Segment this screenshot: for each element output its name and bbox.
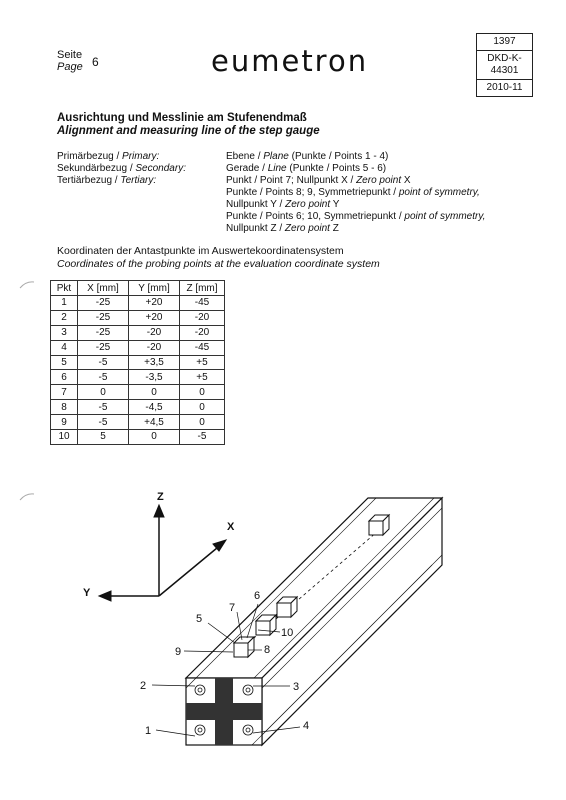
- y-axis-label: Y: [83, 587, 91, 599]
- table-cell: -20: [129, 340, 180, 355]
- cube: [369, 515, 389, 535]
- cert-number: 1397: [477, 34, 532, 51]
- table-cell: -25: [78, 340, 129, 355]
- point-label-4: 4: [303, 720, 310, 732]
- table-cell: +20: [129, 310, 180, 325]
- col-header: Pkt: [51, 281, 78, 296]
- cert-date: 2010-11: [486, 82, 523, 93]
- cert-lab-id: DKD-K- 44301: [477, 51, 532, 80]
- ref-line: Nullpunkt Y / Zero point Y: [226, 199, 340, 210]
- table-cell: 0: [180, 415, 225, 430]
- table-cell: -25: [78, 296, 129, 311]
- point-label-8: 8: [264, 644, 271, 656]
- table-cell: -25: [78, 310, 129, 325]
- y-axis-arrow: [99, 591, 111, 601]
- table-cell: -5: [78, 370, 129, 385]
- table-cell: -45: [180, 296, 225, 311]
- ref-line: Punkt / Point 7; Nullpunkt X / Zero point X: [226, 175, 411, 186]
- col-header: Y [mm]: [129, 281, 180, 296]
- table-cell: -5: [78, 415, 129, 430]
- table-cell: 0: [180, 400, 225, 415]
- table-cell: -20: [129, 325, 180, 340]
- point-label-6: 6: [254, 590, 261, 602]
- ref-line: Gerade / Line (Punkte / Points 5 - 6): [226, 163, 387, 174]
- page-label-en: Page: [57, 61, 83, 73]
- table-cell: 6: [51, 370, 78, 385]
- table-cell: 5: [78, 430, 129, 445]
- table-cell: +3,5: [129, 355, 180, 370]
- ref-label-primary: Primärbezug / Primary:: [57, 151, 160, 162]
- z-axis-label: Z: [157, 491, 164, 503]
- ref-label-tertiary: Tertiärbezug / Tertiary:: [57, 175, 157, 186]
- table-cell: -5: [78, 355, 129, 370]
- table-cell: 8: [51, 400, 78, 415]
- table-cell: 1: [51, 296, 78, 311]
- ref-line: Punkte / Points 6; 10, Symmetriepunkt / point of symmetry,: [226, 211, 486, 222]
- table-cell: 10: [51, 430, 78, 445]
- page-label-de: Seite: [57, 49, 83, 61]
- coordinate-axes: [99, 505, 226, 601]
- point-label-5: 5: [196, 613, 203, 625]
- table-cell: +5: [180, 355, 225, 370]
- cube: [277, 597, 297, 617]
- table-cell: -20: [180, 310, 225, 325]
- table-cell: -5: [78, 400, 129, 415]
- cross-horizontal: [186, 703, 262, 720]
- point-label-9: 9: [175, 646, 182, 658]
- table-cell: 4: [51, 340, 78, 355]
- table-cell: +20: [129, 296, 180, 311]
- table-cell: 0: [129, 385, 180, 400]
- table-cell: -5: [180, 430, 225, 445]
- col-header: X [mm]: [78, 281, 129, 296]
- point-label-3: 3: [293, 681, 300, 693]
- table-cell: 9: [51, 415, 78, 430]
- table-cell: 2: [51, 310, 78, 325]
- table-cell: 7: [51, 385, 78, 400]
- cube: [256, 615, 276, 635]
- x-axis: [159, 543, 223, 596]
- table-cell: 0: [78, 385, 129, 400]
- section-title-de: Ausrichtung und Messlinie am Stufenendmaß: [57, 112, 307, 124]
- ref-line: Ebene / Plane (Punkte / Points 1 - 4): [226, 151, 389, 162]
- table-cell: 0: [180, 385, 225, 400]
- point-label-2: 2: [140, 680, 147, 692]
- page-number: 6: [92, 55, 99, 69]
- table-cell: 5: [51, 355, 78, 370]
- table-cell: 0: [129, 430, 180, 445]
- table-cell: +5: [180, 370, 225, 385]
- ref-label-secondary: Sekundärbezug / Secondary:: [57, 163, 186, 174]
- table-cell: -45: [180, 340, 225, 355]
- table-cell: -4,5: [129, 400, 180, 415]
- table-cell: 3: [51, 325, 78, 340]
- col-header: Z [mm]: [180, 281, 225, 296]
- cube: [234, 637, 254, 657]
- company-logo: eumetron: [211, 44, 369, 78]
- point-label-10: 10: [281, 627, 294, 639]
- point-label-1: 1: [145, 725, 152, 737]
- table-cell: +4,5: [129, 415, 180, 430]
- x-axis-label: X: [227, 521, 235, 533]
- table-cell: -20: [180, 325, 225, 340]
- table-cell: -25: [78, 325, 129, 340]
- table-cell: -3,5: [129, 370, 180, 385]
- coordinates-title-de: Koordinaten der Antastpunkte im Auswertekoordinatensystem: [57, 245, 344, 257]
- section-title-en: Alignment and measuring line of the step gauge: [57, 125, 320, 137]
- z-axis-arrow: [154, 505, 164, 517]
- ref-line: Punkte / Points 8; 9, Symmetriepunkt / point of symmetry,: [226, 187, 480, 198]
- ref-line: Nullpunkt Z / Zero point Z: [226, 223, 339, 234]
- point-label-7: 7: [229, 602, 236, 614]
- coordinates-title-en: Coordinates of the probing points at the evaluation coordinate system: [57, 257, 380, 270]
